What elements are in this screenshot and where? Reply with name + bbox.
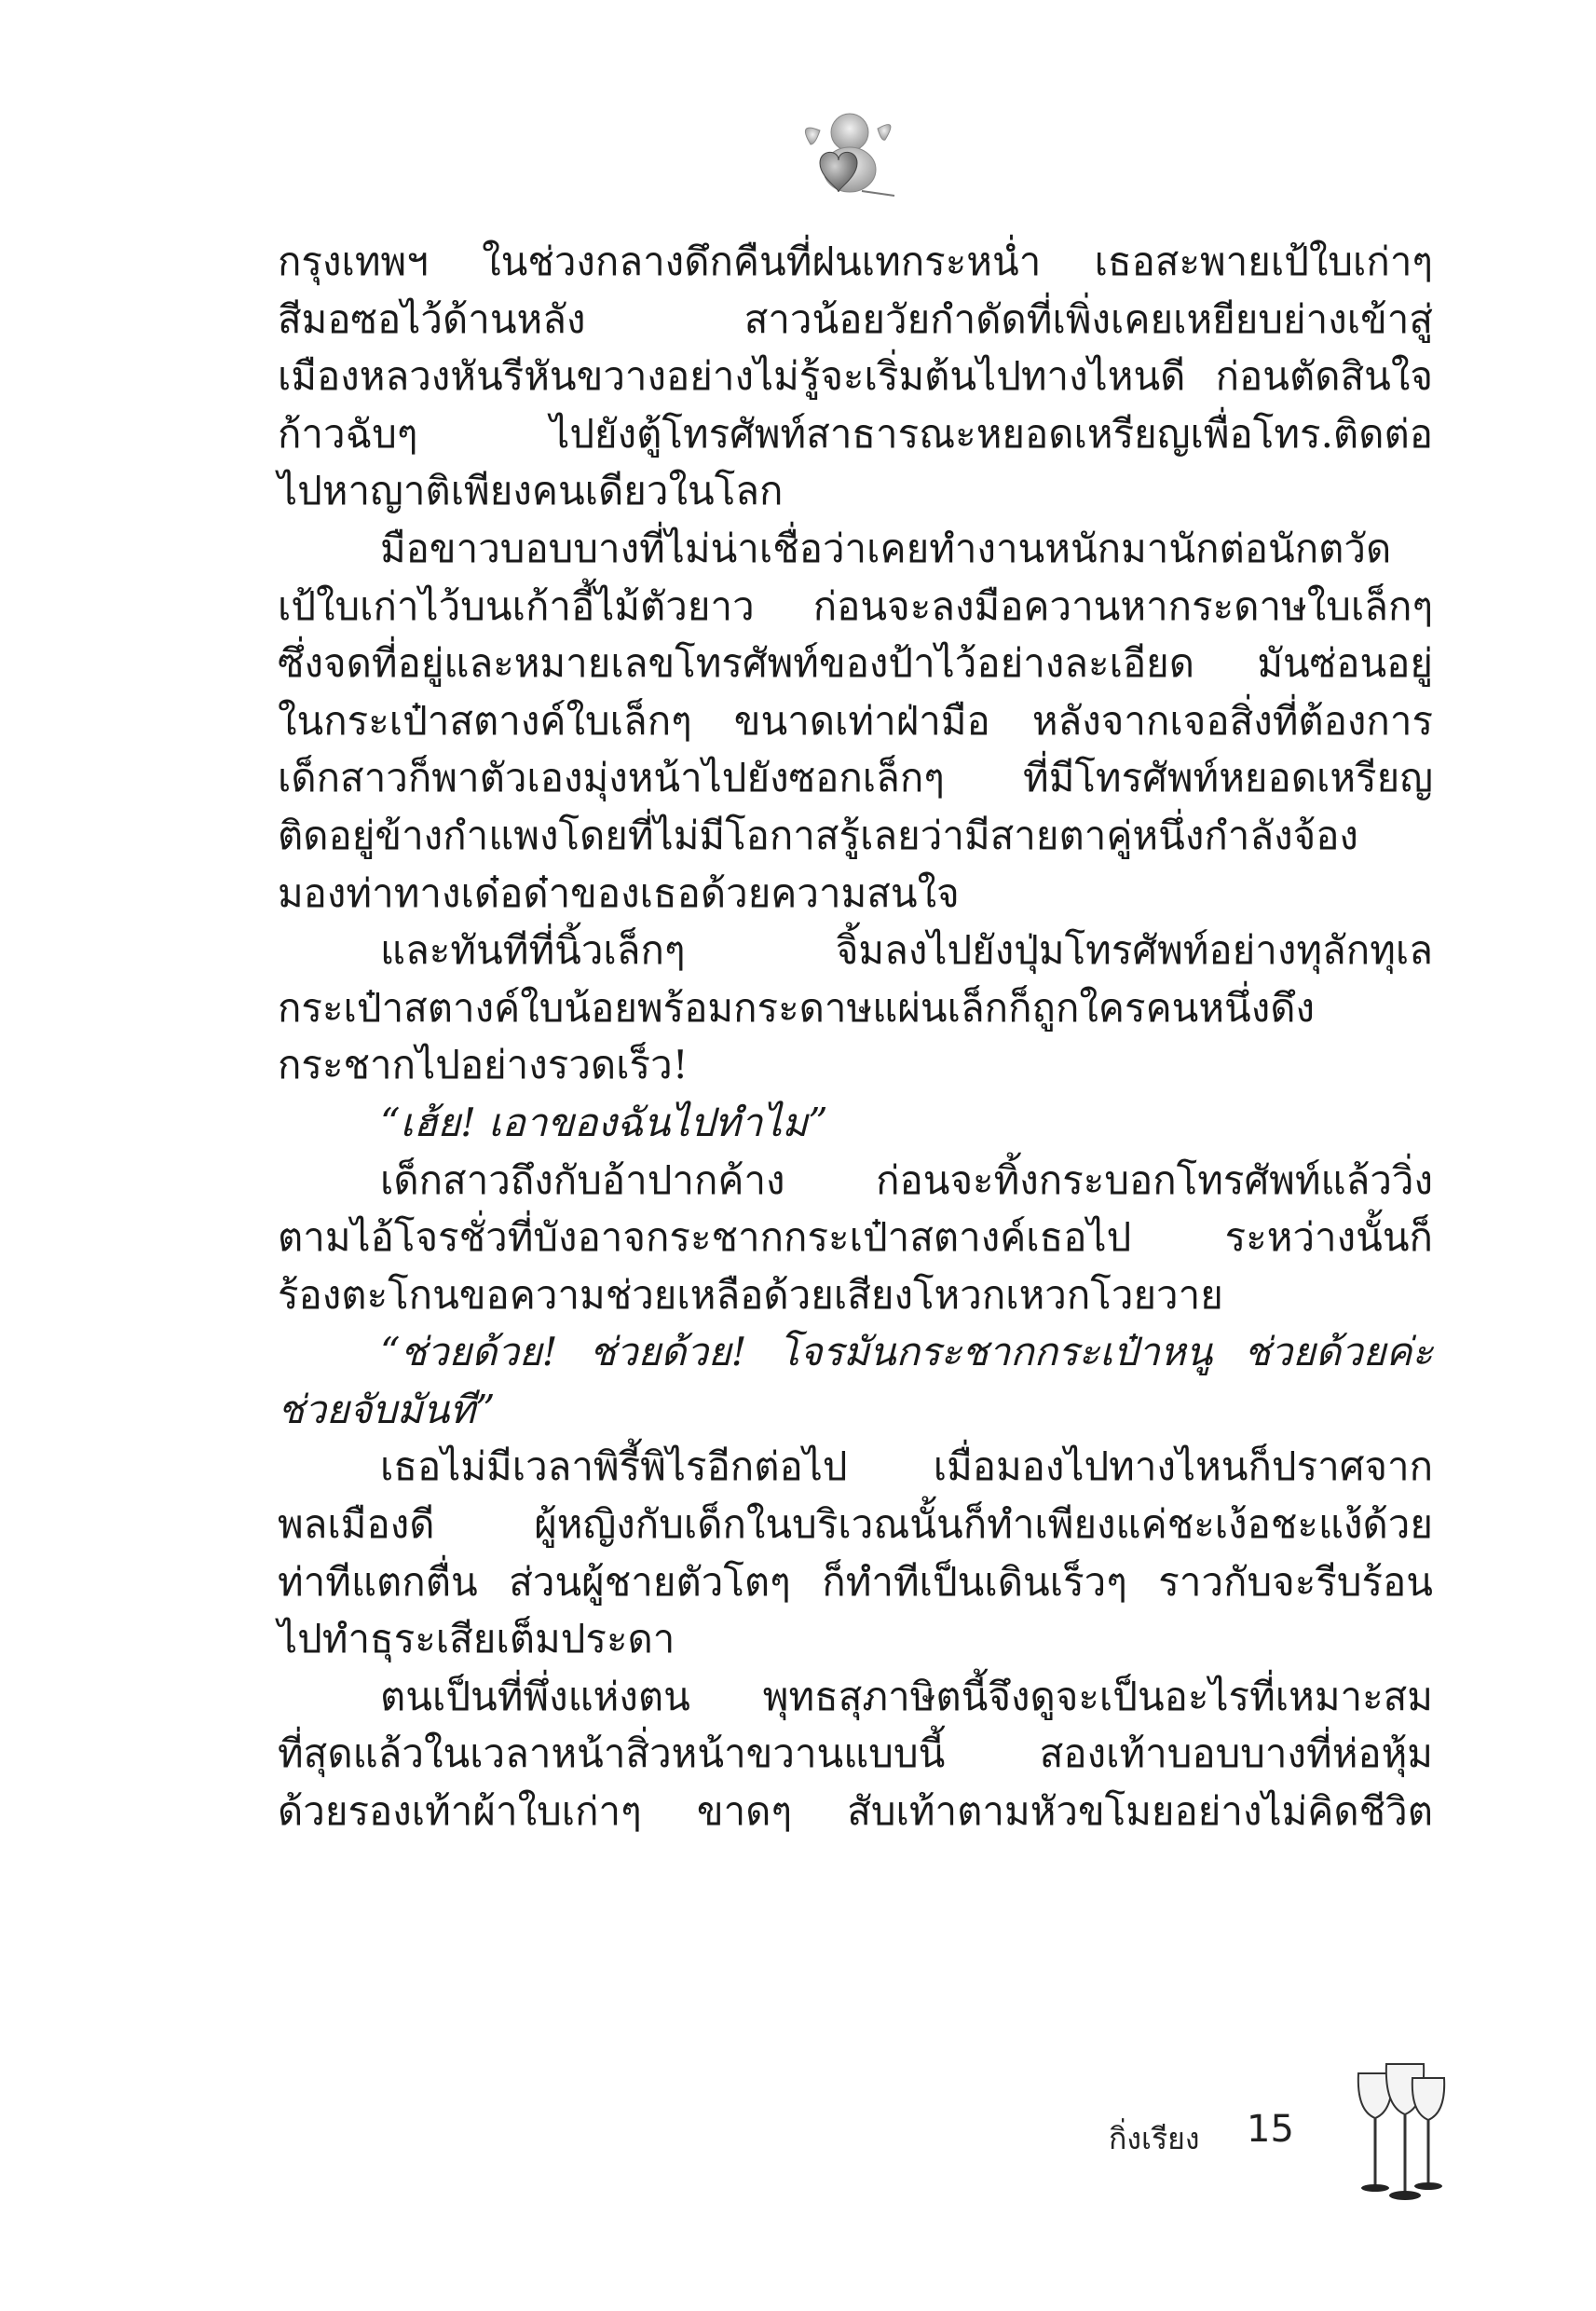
dialogue-line: “ช่วยด้วย! ช่วยด้วย! โจรมันกระชากกระเป๋าหนู ช่วยด้วยค่ะ: [380, 1329, 1433, 1375]
body-line: ก้าวฉับๆ ไปยังตู้โทรศัพท์สาธารณะหยอดเหรียญเพื่อโทร.ติดต่อ: [278, 410, 1433, 457]
body-line: มองท่าทางเด๋อด๋าของเธอด้วยความสนใจ: [278, 869, 960, 916]
body-line: ไปทำธุระเสียเต็มประดา: [278, 1616, 675, 1662]
body-line: เป้ใบเก่าไว้บนเก้าอี้ไม้ตัวยาว ก่อนจะลงมือควานหากระดาษใบเล็กๆ: [278, 582, 1433, 629]
body-line: ติดอยู่ข้างกำแพงโดยที่ไม่มีโอกาสรู้เลยว่ามีสายตาคู่หนึ่งกำลังจ้อง: [278, 812, 1358, 858]
body-line: และทันทีที่นิ้วเล็กๆ จิ้มลงไปยังปุ่มโทรศัพท์อย่างทุลักทุเล: [380, 927, 1433, 974]
dialogue-line: ช่วยจับมันที”: [278, 1386, 496, 1432]
body-line: ไปหาญาติเพียงคนเดียวในโลก: [278, 468, 784, 514]
body-line: ร้องตะโกนขอความช่วยเหลือด้วยเสียงโหวกเหวกโวยวาย: [278, 1271, 1223, 1318]
cupid-with-heart-icon: [792, 103, 904, 205]
body-line: กระเป๋าสตางค์ใบน้อยพร้อมกระดาษแผ่นเล็กก็ถูกใครคนหนึ่งดึง: [278, 984, 1316, 1031]
body-line: กรุงเทพฯ ในช่วงกลางดึกคืนที่ฝนเทกระหน่ำ เธอสะพายเป้ใบเก่าๆ: [278, 239, 1433, 284]
dialogue-line: “เฮ้ย! เอาของฉันไปทำไม”: [380, 1099, 828, 1145]
body-line: สีมอซอไว้ด้านหลัง สาวน้อยวัยกำดัดที่เพิ่งเคยเหยียบย่างเข้าสู่: [278, 295, 1433, 342]
body-line: เด็กสาวถึงกับอ้าปากค้าง ก่อนจะทิ้งกระบอกโทรศัพท์แล้ววิ่ง: [380, 1156, 1433, 1203]
body-line: ในกระเป๋าสตางค์ใบเล็กๆ ขนาดเท่าฝ่ามือ หลังจากเจอสิ่งที่ต้องการ: [278, 697, 1433, 744]
body-line: ซึ่งจดที่อยู่และหมายเลขโทรศัพท์ของป้าไว้อย่างละเอียด มันซ่อนอยู่: [278, 640, 1433, 687]
page-number: 15: [1247, 2108, 1294, 2151]
body-text: [278, 233, 1433, 1840]
body-line: ท่าทีแตกตื่น ส่วนผู้ชายตัวโตๆ ก็ทำทีเป็นเดินเร็วๆ ราวกับจะรีบร้อน: [278, 1558, 1433, 1605]
body-line: ตนเป็นที่พึ่งแห่งตน พุทธสุภาษิตนี้จึงดูจะเป็นอะไรที่เหมาะสม: [380, 1673, 1433, 1719]
running-footer-title: กิ่งเรียง: [1109, 2121, 1200, 2156]
body-line: กระชากไปอย่างรวดเร็ว!: [278, 1042, 689, 1088]
body-line: ด้วยรองเท้าผ้าใบเก่าๆ ขาดๆ สับเท้าตามหัวขโมยอย่างไม่คิดชีวิต: [278, 1788, 1433, 1835]
body-line: พลเมืองดี ผู้หญิงกับเด็กในบริเวณนั้นก็ทำเพียงแค่ชะเง้อชะแง้ด้วย: [278, 1501, 1433, 1548]
body-line: ที่สุดแล้วในเวลาหน้าสิ่วหน้าขวานแบบนี้ สองเท้าบอบบางที่ห่อหุ้ม: [278, 1730, 1433, 1777]
body-line: เธอไม่มีเวลาพิรี้พิไรอีกต่อไป เมื่อมองไปทางไหนก็ปราศจาก: [380, 1443, 1433, 1490]
body-line: เด็กสาวก็พาตัวเองมุ่งหน้าไปยังซอกเล็กๆ ที่มีโทรศัพท์หยอดเหรียญ: [278, 755, 1433, 801]
body-line: มือขาวบอบบางที่ไม่น่าเชื่อว่าเคยทำงานหนักมานักต่อนักตวัด: [380, 525, 1392, 571]
body-line: เมืองหลวงหันรีหันขวางอย่างไม่รู้จะเริ่มต้นไปทางไหนดี ก่อนตัดสินใจ: [278, 353, 1433, 400]
wine-glasses-icon: [1340, 2055, 1461, 2204]
body-line: ตามไอ้โจรชั่วที่บังอาจกระชากกระเป๋าสตางค์เธอไป ระหว่างนั้นก็: [278, 1214, 1433, 1261]
